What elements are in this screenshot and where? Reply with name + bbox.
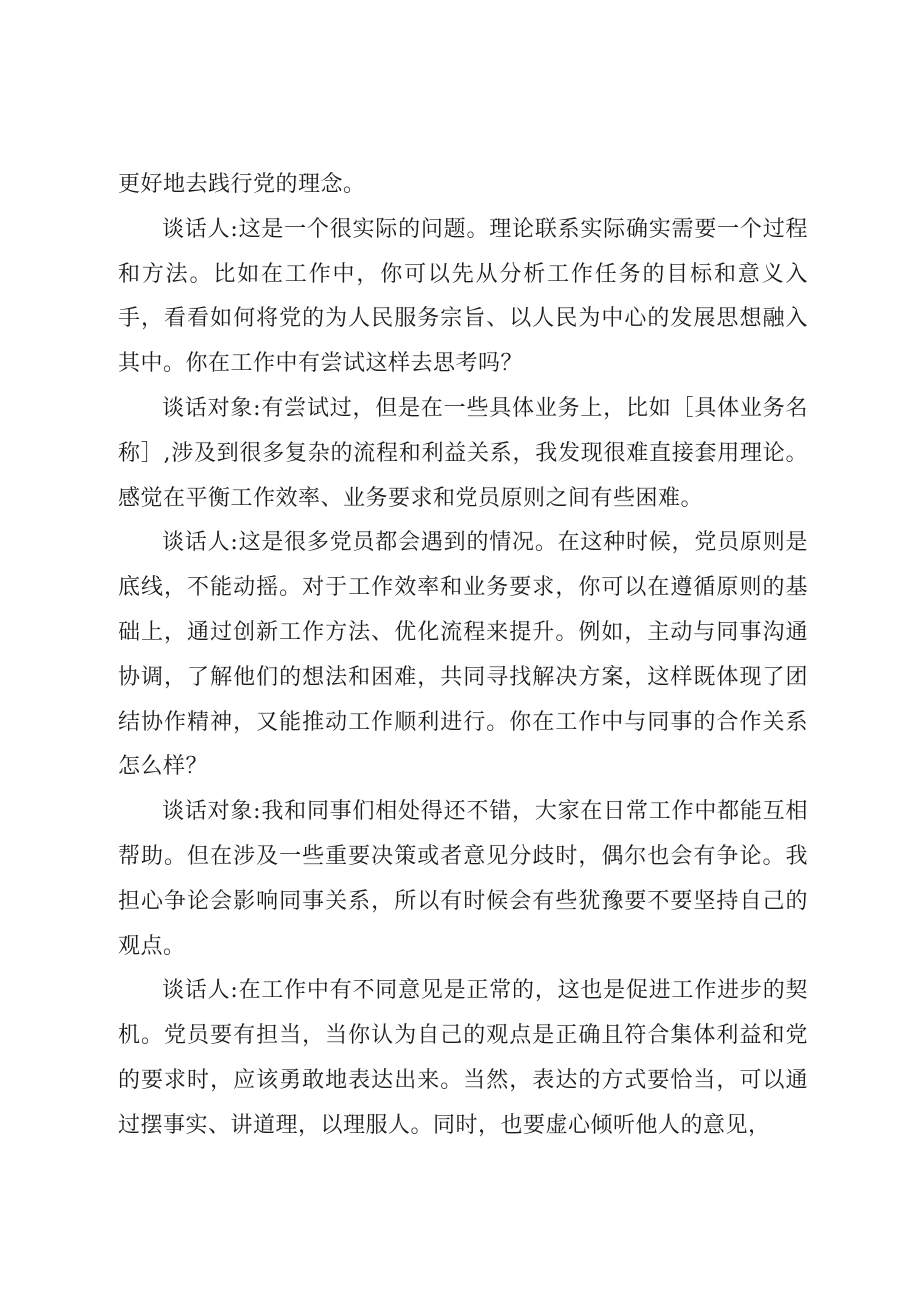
paragraph-text: 有尝试过，但是在一些具体业务上，比如［具体业务名称］,涉及到很多复杂的流程和利益关系，我发现很难直接套用理论。感觉在平衡工作效率、业务要求和党员原则之间有些困难。: [118, 395, 808, 511]
paragraph-text: 在工作中有不同意见是正常的，这也是促进工作进步的契机。党员要有担当，当你认为自己的观点是正确且符合集体利益和党的要求时，应该勇敢地表达出来。当然，表达的方式要恰当，可以通过摆事实、讲道理，以理服人。同时，也要虚心倾听他人的意见，: [118, 978, 808, 1138]
paragraph-interviewee: [118, 790, 808, 969]
speaker-label: 谈话人:: [162, 216, 239, 242]
paragraph-continuation: [118, 163, 808, 208]
paragraph-text: 这是一个很实际的问题。理论联系实际确实需要一个过程和方法。比如在工作中，你可以先从分析工作任务的目标和意义入手，看看如何将党的为人民服务宗旨、以人民为中心的发展思想融入其中。你在工作中有尝试这样去思考吗？: [118, 216, 808, 377]
paragraph-interviewer: [118, 208, 808, 387]
paragraph-interviewee: [118, 387, 808, 521]
paragraph-interviewer: [118, 521, 808, 790]
speaker-label: 谈话对象:: [162, 395, 262, 421]
paragraph-text: 我和同事们相处得还不错，大家在日常工作中都能互相帮助。但在涉及一些重要决策或者意见分歧时，偶尔也会有争论。我担心争论会影响同事关系，所以有时候会有些犹豫要不要坚持自己的观点。: [118, 799, 808, 959]
document-page: [118, 163, 808, 1149]
speaker-label: 谈话人:: [162, 978, 239, 1004]
paragraph-text: 这是很多党员都会遇到的情况。在这种时候，党员原则是底线，不能动摇。对于工作效率和业务要求，你可以在遵循原则的基础上，通过创新工作方法、优化流程来提升。例如，主动与同事沟通协调，了解他们的想法和困难，共同寻找解决方案，这样既体现了团结协作精神，又能推动工作顺利进行。你在工作中与同事的合作关系怎么样？: [118, 530, 808, 780]
speaker-label: 谈话对象:: [162, 799, 262, 825]
paragraph-interviewer: [118, 969, 808, 1148]
speaker-label: 谈话人:: [162, 530, 239, 556]
paragraph-text: 更好地去践行党的理念。: [118, 172, 366, 197]
